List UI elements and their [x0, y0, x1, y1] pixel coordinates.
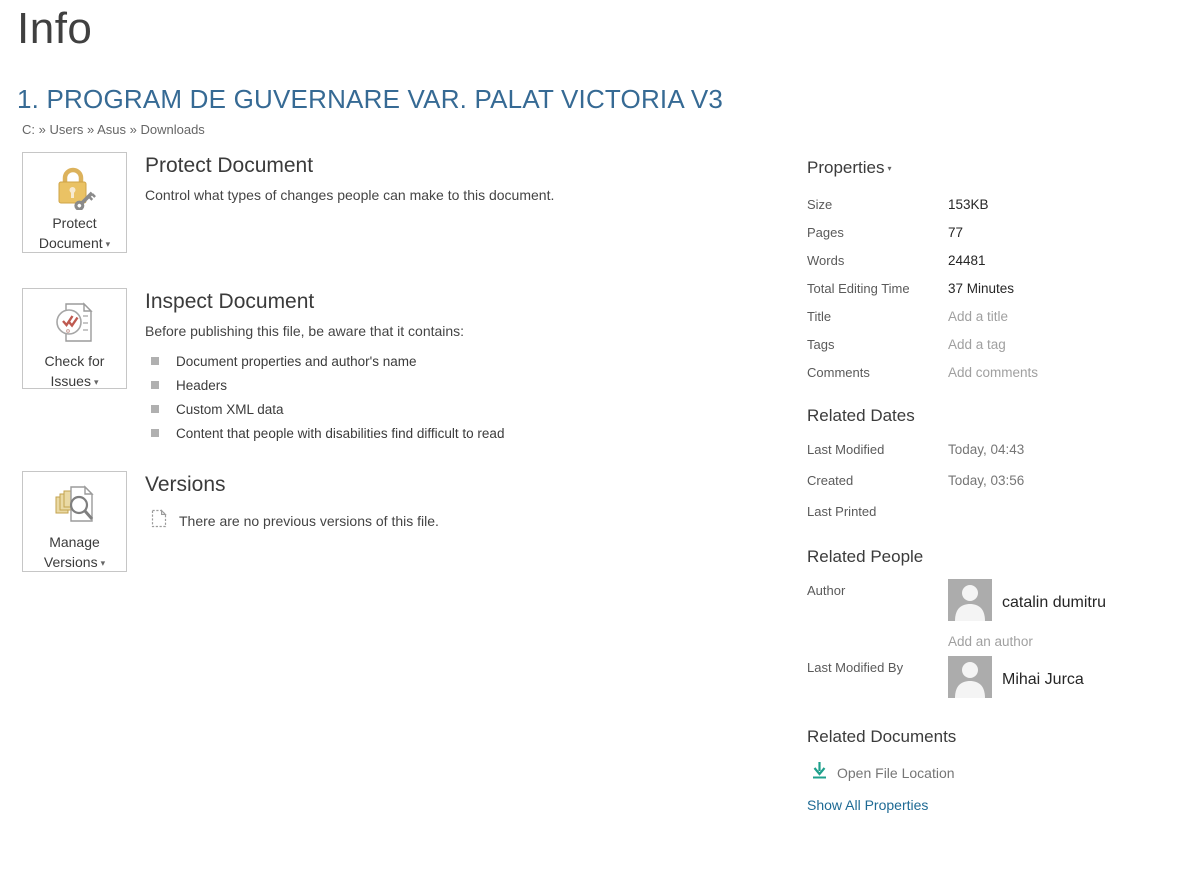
avatar: [948, 579, 992, 626]
square-bullet-icon: [151, 357, 159, 365]
manage-versions-button[interactable]: [22, 471, 127, 572]
properties-heading-dropdown[interactable]: Properties ▾: [807, 158, 892, 177]
add-author-field[interactable]: Add an author: [948, 634, 1033, 649]
check-issues-button-label: Check for Issues ▾: [44, 353, 105, 389]
property-value: 24481: [948, 252, 986, 268]
tags-field[interactable]: Add a tag: [948, 336, 1006, 352]
table-row: Created Today, 03:56: [807, 473, 1025, 488]
related-dates-heading: Related Dates: [807, 406, 915, 425]
table-row: Total Editing Time 37 Minutes: [807, 280, 1015, 296]
page-title: Info: [17, 4, 93, 53]
last-modified-by-contact[interactable]: [948, 656, 1084, 703]
protect-button-label: Protect Document ▾: [38, 215, 111, 251]
last-modified-by-row: Last Modified By Mihai Jurca: [807, 656, 1187, 703]
list-item: Document properties and author's name: [151, 349, 785, 373]
table-row: Title Add a title: [807, 308, 1009, 324]
versions-empty-row: [151, 509, 785, 533]
square-bullet-icon: [151, 381, 159, 389]
versions-empty-message: There are no previous versions of this file.: [179, 513, 439, 529]
document-dashed-icon: [151, 509, 167, 533]
inspect-findings-list: [145, 349, 785, 445]
open-location-arrow-icon: [811, 761, 828, 784]
dropdown-caret-icon: ▾: [100, 558, 106, 569]
author-name: catalin dumitru: [1002, 593, 1107, 611]
author-contact[interactable]: [948, 579, 1106, 626]
table-row: Last Printed: [807, 504, 877, 519]
list-item: Headers: [151, 373, 785, 397]
title-field[interactable]: Add a title: [948, 308, 1009, 324]
list-item: Custom XML data: [151, 397, 785, 421]
property-value: 77: [948, 224, 964, 240]
manage-versions-icon: [51, 483, 99, 529]
property-value: 153KB: [948, 196, 989, 212]
square-bullet-icon: [151, 429, 159, 437]
table-row: Comments Add comments: [807, 364, 1039, 380]
avatar: [948, 656, 992, 703]
inspect-heading: Inspect Document: [145, 290, 315, 313]
protect-document-button[interactable]: [22, 152, 127, 253]
dropdown-caret-icon: ▾: [93, 377, 99, 388]
property-value: 37 Minutes: [948, 280, 1015, 296]
lock-key-icon: [51, 164, 99, 210]
list-item: Content that people with disabilities find difficult to read: [151, 421, 785, 445]
related-dates-table: [807, 434, 1187, 527]
breadcrumb: C: » Users » Asus » Downloads: [22, 122, 205, 137]
protect-document-section: [22, 152, 785, 253]
dropdown-caret-icon: ▾: [105, 239, 111, 250]
table-row: Words 24481: [807, 252, 986, 268]
table-row: Last Modified Today, 04:43: [807, 442, 1025, 457]
last-modified-by-name: Mihai Jurca: [1002, 670, 1084, 688]
document-title: 1. PROGRAM DE GUVERNARE VAR. PALAT VICTORIA V3: [17, 84, 724, 114]
properties-table: [807, 190, 1187, 386]
show-all-properties-link[interactable]: Show All Properties: [807, 797, 929, 813]
related-documents-heading: Related Documents: [807, 727, 957, 746]
protect-heading: Protect Document: [145, 154, 314, 177]
manage-versions-button-label: Manage Versions ▾: [43, 534, 106, 570]
open-file-location-link[interactable]: Open File Location: [811, 761, 1187, 784]
inspect-description: Before publishing this file, be aware that it contains:: [145, 323, 465, 339]
date-value: Today, 04:43: [948, 442, 1025, 457]
protect-description: Control what types of changes people can make to this document.: [145, 187, 555, 203]
table-row: Tags Add a tag: [807, 336, 1006, 352]
properties-panel: [807, 152, 1187, 813]
dropdown-caret-icon: ▾: [887, 164, 892, 174]
comments-field[interactable]: Add comments: [948, 364, 1039, 380]
versions-section: [22, 471, 785, 572]
table-row: Pages 77: [807, 224, 964, 240]
inspect-document-section: [22, 288, 785, 445]
check-for-issues-button[interactable]: [22, 288, 127, 389]
date-value: Today, 03:56: [948, 473, 1025, 488]
related-people-heading: Related People: [807, 547, 924, 566]
table-row: Size 153KB: [807, 196, 989, 212]
author-row: Author catalin dumitru: [807, 579, 1187, 626]
versions-heading: Versions: [145, 473, 226, 496]
inspect-document-icon: [52, 300, 98, 348]
square-bullet-icon: [151, 405, 159, 413]
